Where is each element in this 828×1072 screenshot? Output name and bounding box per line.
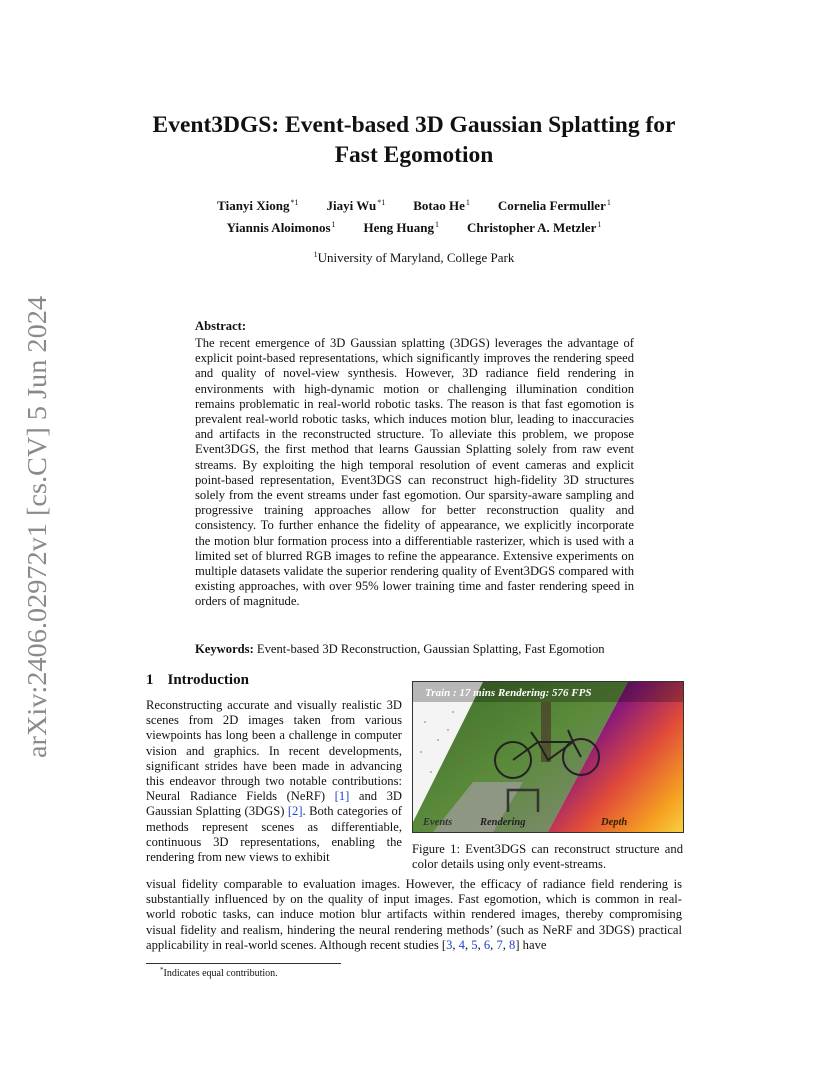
paper-title bbox=[100, 110, 728, 170]
keywords bbox=[195, 642, 645, 657]
figure-banner: Train : 17 mins Rendering: 576 FPS bbox=[425, 687, 592, 699]
citation-link[interactable]: [1] bbox=[334, 789, 350, 804]
arxiv-stamp-text: arXiv:2406.02972v1 [cs.CV] 5 Jun 2024 bbox=[22, 317, 52, 758]
author: Heng Huang$^1$ bbox=[363, 220, 439, 235]
section-heading: 1 Introduction bbox=[146, 672, 249, 688]
figure-caption: Figure 1: Event3DGS can reconstruct structure and color details using only event-streams. bbox=[412, 842, 683, 872]
author-row-1 bbox=[100, 198, 728, 214]
figure-label-depth: Depth bbox=[601, 817, 628, 828]
author: Botao He$^1$ bbox=[413, 198, 470, 213]
author: Jiayi Wu$^{*1}$ bbox=[326, 198, 386, 213]
author: Yiannis Aloimonos$^1$ bbox=[226, 220, 336, 235]
abstract-body: The recent emergence of 3D Gaussian splatting (3DGS) leverages the advantage of explicit point-based representations, which significantly improves the rendering speed and quality of novel-view synthesis. However, 3D radiance field rendering in environments with high-dynamic motion or challenging illumination condition remains problematic in real-world robotic tasks. The reason is that fast egomotion is prevalent real-world robotic tasks, which induces motion blur, leading to inaccuracies and artifacts in the reconstructed structure. To alleviate this problem, we propose Event3DGS, the first method that learns Gaussian Splatting solely from raw event streams. By exploiting the high temporal resolution of event cameras and explicit point-based representation, Event3DGS can reconstruct high-fidelity 3D structures solely from the event streams under fast egomotion. Our sparsity-aware sampling and progressive training approaches allow for better reconstruction quality and consistency. To further enhance the fidelity of appearance, we explicitly incorporate the motion blur formation process into a differentiable rasterizer, which is used with a limited set of blurred RGB images to refine the appearance. Extensive experiments on multiple datasets validate the superior rendering quality of Event3DGS compared with existing approaches, with over 95% lower training time and faster rendering speed in orders of magnitude. bbox=[195, 336, 634, 609]
intro-paragraph-wide: visual fidelity comparable to evaluation images. However, the efficacy of radiance field rendering is substantially influenced by on the quality of input images. Fast egomotion, which is common in real-world robotic tasks, can induce motion blur artifacts within rendered images, thereby compromising visual fidelity and realism, hindering the neural rendering methods’ (such as NeRF and 3DGS) practical applicability in real-world scenes. Although recent studies [3, 4, 5, 6, 7, 8] have bbox=[146, 877, 682, 952]
citation-link[interactable]: 3 bbox=[446, 937, 453, 952]
author: Tianyi Xiong$^{*1}$ bbox=[217, 198, 299, 213]
author: Christopher A. Metzler$^1$ bbox=[466, 220, 602, 235]
arxiv-stamp bbox=[22, 295, 52, 760]
keywords-label: Keywords: bbox=[195, 642, 254, 656]
figure-label-events: Events bbox=[423, 817, 453, 828]
paper-title-line-1: Event3DGS: Event-based 3D Gaussian Splatting for bbox=[152, 112, 676, 138]
figure-label-rendering: Rendering bbox=[480, 817, 526, 828]
figure-1 bbox=[412, 681, 684, 833]
abstract-heading: Abstract: bbox=[195, 319, 247, 333]
footnote-rule bbox=[146, 963, 341, 964]
footnote: *Indicates equal contribution. bbox=[160, 966, 278, 979]
intro-paragraph-narrow: Reconstructing accurate and visually realistic 3D scenes from 2D images taken from various viewpoints has long been a challenge in computer vision and graphics. In recent developments, significant strides have been made in advancing this endeavor through two notable contributions: Neural Radiance Fields (NeRF) [1] and 3D Gaussian Splatting (3DGS) [2]. Both categories of methods represent scenes as differentiable, continuous 3D representations, enabling the rendering from new views to exhibit bbox=[146, 698, 403, 865]
citation-link[interactable]: 7 bbox=[496, 937, 503, 952]
affiliation: $^1$University of Maryland, College Park bbox=[313, 250, 515, 265]
author: Cornelia Fermuller$^1$ bbox=[497, 198, 611, 213]
keywords-text: Event-based 3D Reconstruction, Gaussian Splatting, Fast Egomotion bbox=[256, 642, 605, 656]
citation-link[interactable]: 6 bbox=[483, 937, 491, 952]
citation-link[interactable]: [2] bbox=[287, 804, 303, 819]
citation-link[interactable]: 5 bbox=[471, 937, 478, 952]
citation-link[interactable]: 8 bbox=[509, 937, 516, 952]
author-row-2 bbox=[100, 220, 728, 236]
paper-title-line-2: Fast Egomotion bbox=[334, 142, 494, 168]
citation-link[interactable]: 4 bbox=[458, 937, 465, 952]
figure-1-image bbox=[413, 682, 683, 832]
